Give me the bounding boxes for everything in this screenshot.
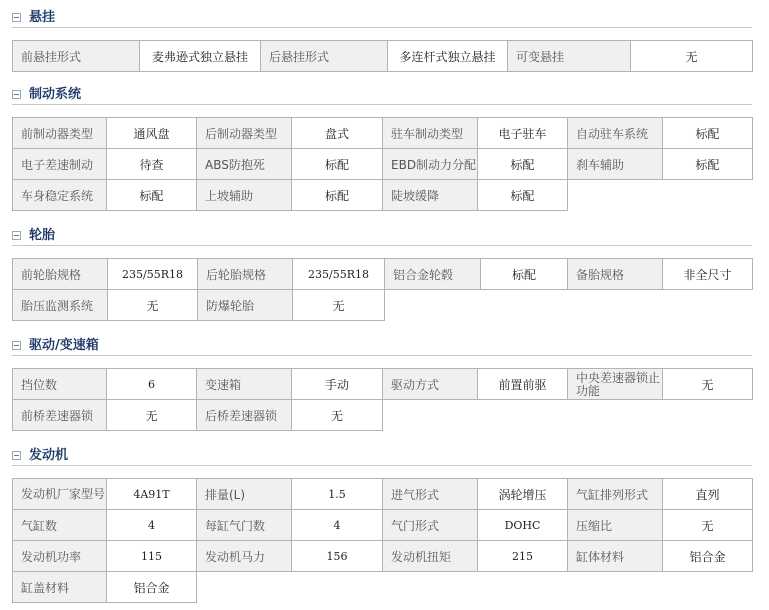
spec-value: DOHC [478, 510, 568, 541]
collapse-toggle-icon[interactable] [12, 13, 21, 22]
spec-value: 麦弗逊式独立悬挂 [140, 41, 261, 72]
spec-label: 发动机扭矩 [383, 541, 478, 572]
spec-label: 挡位数 [13, 369, 107, 400]
spec-value: 手动 [292, 369, 383, 400]
section-title: 制动系统 [29, 87, 82, 102]
spec-label: 上坡辅助 [197, 180, 292, 211]
empty-cell [568, 180, 753, 211]
spec-value: 多连杆式独立悬挂 [388, 41, 508, 72]
spec-label: 压缩比 [568, 510, 663, 541]
spec-label: 前轮胎规格 [13, 259, 108, 290]
spec-label: 可变悬挂 [508, 41, 631, 72]
spec-value: 无 [292, 400, 383, 431]
spec-label: 每缸气门数 [197, 510, 292, 541]
section-header-tire [12, 228, 752, 246]
spec-value: 4 [107, 510, 197, 541]
spec-label: 气缸数 [13, 510, 107, 541]
table-row [13, 180, 753, 211]
spec-label: 驱动方式 [383, 369, 478, 400]
spec-value: 非全尺寸 [663, 259, 753, 290]
spec-label: 前制动器类型 [13, 118, 107, 149]
section-title: 轮胎 [29, 228, 56, 243]
spec-value: 标配 [663, 118, 753, 149]
spec-value: 无 [663, 510, 753, 541]
spec-label: 缸盖材料 [13, 572, 107, 603]
section-title: 驱动/变速箱 [29, 338, 99, 353]
spec-label: 后制动器类型 [197, 118, 292, 149]
spec-label: 车身稳定系统 [13, 180, 107, 211]
spec-label: 后悬挂形式 [261, 41, 388, 72]
collapse-toggle-icon[interactable] [12, 231, 21, 240]
spec-value: 直列 [663, 479, 753, 510]
spec-label: 电子差速制动 [13, 149, 107, 180]
spec-label: 发动机厂家型号 [13, 479, 107, 510]
spec-value: 标配 [478, 149, 568, 180]
spec-value: 1.5 [292, 479, 383, 510]
spec-value: 前置前驱 [478, 369, 568, 400]
spec-label: 备胎规格 [568, 259, 663, 290]
spec-label: 发动机马力 [197, 541, 292, 572]
spec-value: 115 [107, 541, 197, 572]
section-title: 悬挂 [29, 10, 56, 25]
spec-label: 后轮胎规格 [198, 259, 293, 290]
spec-value: 标配 [107, 180, 197, 211]
spec-label: 发动机功率 [13, 541, 107, 572]
table-row [13, 41, 753, 72]
spec-label: 陡坡缓降 [383, 180, 478, 211]
spec-label: 气缸排列形式 [568, 479, 663, 510]
spec-value: 215 [478, 541, 568, 572]
spec-value: 电子驻车 [478, 118, 568, 149]
table-row [13, 259, 753, 290]
spec-label: 中央差速器锁止功能 [568, 369, 663, 400]
collapse-toggle-icon[interactable] [12, 90, 21, 99]
spec-value: 标配 [292, 149, 383, 180]
spec-value: 标配 [481, 259, 568, 290]
spec-label: 刹车辅助 [568, 149, 663, 180]
spec-value: 6 [107, 369, 197, 400]
section-header-brake [12, 87, 752, 105]
spec-value: 无 [663, 369, 753, 400]
spec-value: 4 [292, 510, 383, 541]
spec-value: 无 [107, 400, 197, 431]
spec-label: 排量(L) [197, 479, 292, 510]
spec-value: 盘式 [292, 118, 383, 149]
spec-table-drive [12, 368, 753, 431]
spec-value: 标配 [663, 149, 753, 180]
spec-table-brake [12, 117, 753, 211]
spec-value: 待查 [107, 149, 197, 180]
spec-value: 铝合金 [107, 572, 197, 603]
empty-cell [197, 572, 753, 603]
table-row [13, 479, 753, 510]
spec-label: 变速箱 [197, 369, 292, 400]
spec-label: 驻车制动类型 [383, 118, 478, 149]
spec-label: 胎压监测系统 [13, 290, 108, 321]
spec-label: 前桥差速器锁 [13, 400, 107, 431]
collapse-toggle-icon[interactable] [12, 341, 21, 350]
table-row [13, 149, 753, 180]
spec-label: 气门形式 [383, 510, 478, 541]
section-title: 发动机 [29, 448, 69, 463]
spec-label: 铝合金轮毂 [385, 259, 481, 290]
spec-value: 235/55R18 [108, 259, 198, 290]
spec-value: 铝合金 [663, 541, 753, 572]
spec-value: 通风盘 [107, 118, 197, 149]
spec-label: EBD制动力分配 [383, 149, 478, 180]
spec-label: 防爆轮胎 [198, 290, 293, 321]
spec-value: 无 [108, 290, 198, 321]
spec-label: 缸体材料 [568, 541, 663, 572]
table-row [13, 400, 753, 431]
spec-label: 前悬挂形式 [13, 41, 140, 72]
spec-label: 自动驻车系统 [568, 118, 663, 149]
spec-value: 标配 [292, 180, 383, 211]
spec-value: 156 [292, 541, 383, 572]
empty-cell [385, 290, 753, 321]
spec-table-engine [12, 478, 753, 603]
spec-table-tire [12, 258, 753, 321]
spec-value: 235/55R18 [293, 259, 385, 290]
spec-label: 进气形式 [383, 479, 478, 510]
section-header-engine [12, 448, 752, 466]
section-header-suspension [12, 10, 752, 28]
collapse-toggle-icon[interactable] [12, 451, 21, 460]
table-row [13, 541, 753, 572]
empty-cell [383, 400, 753, 431]
table-row [13, 510, 753, 541]
table-row [13, 572, 753, 603]
spec-value: 标配 [478, 180, 568, 211]
spec-label: ABS防抱死 [197, 149, 292, 180]
spec-value: 4A91T [107, 479, 197, 510]
spec-value: 无 [293, 290, 385, 321]
spec-table-suspension [12, 40, 753, 72]
table-row [13, 369, 753, 400]
spec-value: 涡轮增压 [478, 479, 568, 510]
spec-value: 无 [631, 41, 753, 72]
table-row [13, 118, 753, 149]
spec-label: 后桥差速器锁 [197, 400, 292, 431]
table-row [13, 290, 753, 321]
section-header-drive [12, 338, 752, 356]
